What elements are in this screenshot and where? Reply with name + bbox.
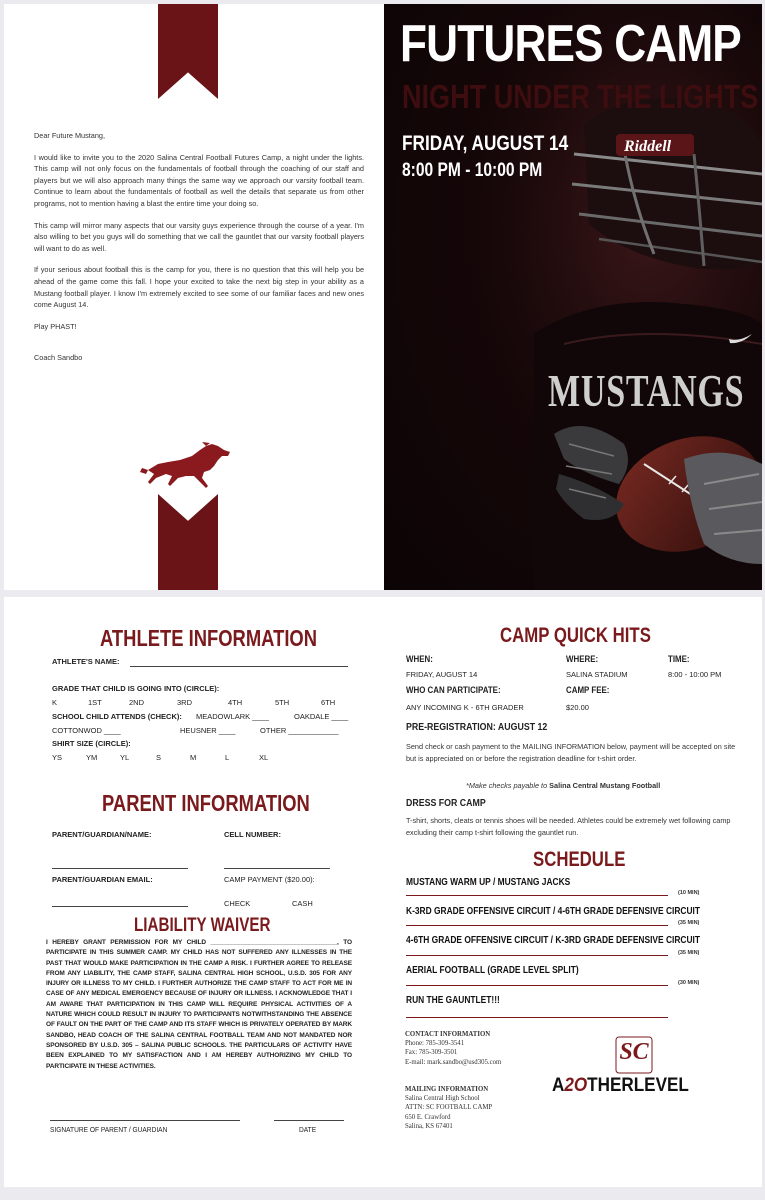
schedule-divider: [406, 925, 668, 926]
letter-paragraph-2: This camp will mirror many aspects that our varsity guys experience through the course of a year. I'm also willing to bet you guys will do something that we call the gauntlet that our varsity football players will want to do as well.: [34, 220, 364, 253]
ribbon-bottom-decoration: [158, 494, 218, 590]
who-label: WHO CAN PARTICIPATE:: [406, 685, 501, 695]
schedule-duration-circuit-1: (35 MIN): [678, 920, 700, 926]
schedule-divider: [406, 895, 668, 896]
who-value: ANY INCOMING K - 6TH GRADER: [406, 703, 524, 712]
schedule-heading: SCHEDULE: [533, 848, 626, 871]
schedule-divider: [406, 955, 668, 956]
grade-6th[interactable]: 6TH: [321, 698, 336, 707]
camp-payment-label: CAMP PAYMENT ($20.00):: [224, 875, 315, 884]
sc-monogram-text: SC: [619, 1039, 649, 1065]
grade-label: GRADE THAT CHILD IS GOING INTO (CIRCLE):: [52, 684, 220, 693]
where-value: SALINA STADIUM: [566, 670, 628, 679]
grade-1st[interactable]: 1ST: [88, 698, 102, 707]
when-value: FRIDAY, AUGUST 14: [406, 670, 478, 679]
time-value: 8:00 - 10:00 PM: [668, 670, 722, 679]
registration-form-page: [4, 597, 762, 1187]
athlete-name-field[interactable]: [130, 666, 348, 667]
when-label: WHEN:: [406, 654, 433, 664]
size-yl[interactable]: YL: [120, 753, 130, 762]
signature-label: SIGNATURE OF PARENT / GUARDIAN: [50, 1125, 168, 1134]
parent-info-heading: PARENT INFORMATION: [102, 790, 310, 816]
liability-waiver-heading: LIABILITY WAIVER: [134, 915, 271, 936]
dress-heading: DRESS FOR CAMP: [406, 798, 486, 809]
size-ys[interactable]: YS: [52, 753, 63, 762]
mailing-info: [405, 1085, 492, 1131]
school-meadowlark[interactable]: MEADOWLARK ____: [196, 712, 269, 721]
ribbon-top-decoration: [158, 4, 218, 99]
contact-phone: Phone: 785-309-3541: [405, 1040, 465, 1048]
school-other[interactable]: OTHER ____________: [260, 726, 339, 735]
schedule-divider: [406, 985, 668, 986]
payment-check-option[interactable]: CHECK: [224, 899, 251, 908]
schedule-item-circuit-2: 4-6TH GRADE OFFENSIVE CIRCUIT / K-3RD GRADE DEFENSIVE CIRCUIT: [406, 935, 701, 946]
mailing-line-2: ATTN: SC FOOTBALL CAMP: [405, 1104, 493, 1112]
shirt-size-label: SHIRT SIZE (CIRCLE):: [52, 739, 131, 748]
liability-waiver-text: I HEREBY GRANT PERMISSION FOR MY CHILD ____________________________________, TO PARTICIPATE IN THIS SUMMER CAMP. MY CHILD HAS NOT SUFFERED ANY ILLNESSES IN THE PAST THAT WOULD MAKE PARTICIPATION IN THE CAMP A RISK. I FURTHER AGREE TO RELEASE FROM ANY LIABILITY, THE CAMP STAFF, SALINA CENTRAL HIGH SCHOOL, U.S.D. 305 FOR ANY INJURY OR ILLNESS TO MY CHILD. I FURTHER AUTHORIZE THE CAMP STAFF TO ACT FOR ME IN CASE OF ANY MEDICAL EMERGENCY BECAUSE OF INJURY OR ILLNESS. I ACKNOWLEDGE THAT I AM AWARE THAT PARTICIPATION IN THIS CAMP WILL REQUIRE PHYSICAL ACTIVITIES OF A NATURE WHICH COULD RESULT IN INJURY TO PARTICIPANTS NOTWITHSTANDING THE ABSENCE OF FAULT ON THE PART OF THE CAMP AND ITS STAFF WHICH IS PRIVATELY OPERATED BY MARK SANDBO, HEAD COACH OF THE SALINA CENTRAL FOOTBALL TEAM AND NOT MANDATED NOR SPONSORED BY U.S.D. 305 – SALINA PUBLIC SCHOOLS. THE PARTICULARS OF ACTIVITY HAVE BEEN EXPLAINED TO MY SATISFACTION AND I AM HEREBY AUTHORIZING MY CHILD TO PARTICIPATE IN THESE ACTIVITIES.: [46, 939, 352, 1070]
preregistration-text: Send check or cash payment to the MAILING INFORMATION below, payment will be accepted on site but is appreciated on or before the registration deadline for t-shirt order.: [406, 742, 736, 763]
grade-k[interactable]: K: [52, 698, 58, 707]
school-cottonwood[interactable]: COTTONWOD ____: [52, 726, 121, 735]
letter-signature: Coach Sandbo: [34, 353, 83, 363]
contact-heading: CONTACT INFORMATION: [405, 1031, 491, 1038]
poster-subtitle: NIGHT UNDER THE LIGHTS: [402, 78, 759, 115]
schedule-duration-aerial: (30 MIN): [678, 980, 700, 986]
letter-paragraph-3: If your serious about football this is the camp for you, there is no question that this will help you be ahead of the game come this fall. I hope your excited to take the next big step in your ability as a Mustang football player. I know I'm extremely excited to see some of our familiar faces and new ones come August 14.: [34, 265, 364, 310]
poster-time: 8:00 PM - 10:00 PM: [402, 160, 543, 181]
schedule-duration-warmup: (10 MIN): [678, 890, 700, 896]
athlete-name-label: ATHLETE'S NAME:: [52, 657, 120, 666]
parent-name-field[interactable]: [52, 868, 188, 869]
sc-monogram-logo: [614, 1035, 654, 1075]
letter-closing: Play PHAST!: [34, 321, 77, 331]
quick-hits-heading: CAMP QUICK HITS: [500, 624, 651, 647]
mailing-heading: MAILING INFORMATION: [405, 1086, 489, 1093]
checks-note-text: *Make checks payable to: [466, 781, 548, 790]
jersey-mustangs-text: MUSTANGS: [548, 365, 745, 416]
schedule-item-aerial: AERIAL FOOTBALL (GRADE LEVEL SPLIT): [406, 965, 579, 976]
mustang-horse-icon: [140, 440, 236, 492]
school-oakdale[interactable]: OAKDALE ____: [294, 712, 349, 721]
schedule-divider: [406, 1017, 668, 1018]
time-label: TIME:: [668, 654, 690, 664]
size-xl[interactable]: XL: [259, 753, 269, 762]
poster-title: FUTURES CAMP: [400, 15, 741, 73]
parent-signature-field[interactable]: [50, 1120, 240, 1121]
size-ym[interactable]: YM: [86, 753, 98, 762]
dress-text: T-shirt, shorts, cleats or tennis shoes will be needed. Athletes could be extremely wet following camp excluding their camp t-shirt following the gauntlet run.: [406, 816, 731, 837]
contact-info: [405, 1030, 501, 1067]
size-l[interactable]: L: [225, 753, 230, 762]
parent-email-field[interactable]: [52, 906, 188, 907]
school-heusner[interactable]: HEUSNER ____: [180, 726, 236, 735]
invitation-letter: [34, 130, 364, 374]
futures-camp-poster: [384, 4, 762, 590]
cell-number-field[interactable]: [224, 868, 330, 869]
payment-cash-option[interactable]: CASH: [292, 899, 313, 908]
where-label: WHERE:: [566, 654, 599, 664]
parent-name-label: PARENT/GUARDIAN/NAME:: [52, 830, 152, 839]
preregistration-heading: PRE-REGISTRATION: AUGUST 12: [406, 722, 548, 733]
contact-email: E-mail: mark.sandbo@usd305.com: [405, 1058, 502, 1066]
mailing-line-3: 650 E. Crawford: [405, 1113, 451, 1121]
athlete-info-heading: ATHLETE INFORMATION: [100, 625, 318, 651]
slogan-a: A: [552, 1075, 565, 1096]
grade-2nd[interactable]: 2ND: [129, 698, 145, 707]
riddell-logo: Riddell: [624, 138, 672, 155]
size-s[interactable]: S: [156, 753, 162, 762]
slogan-2o: 2O: [564, 1075, 588, 1096]
size-m[interactable]: M: [190, 753, 197, 762]
cell-number-label: CELL NUMBER:: [224, 830, 281, 839]
schedule-item-gauntlet: RUN THE GAUNTLET!!!: [406, 995, 500, 1006]
contact-fax: Fax: 785-309-3501: [405, 1049, 458, 1057]
schedule-item-circuit-1: K-3RD GRADE OFFENSIVE CIRCUIT / 4-6TH GRADE DEFENSIVE CIRCUIT: [406, 906, 701, 917]
grade-4th[interactable]: 4TH: [228, 698, 243, 707]
mailing-line-4: Salina, KS 67401: [405, 1122, 453, 1130]
date-label: DATE: [299, 1125, 317, 1134]
schedule-duration-circuit-2: (35 MIN): [678, 950, 700, 956]
grade-5th[interactable]: 5TH: [275, 698, 290, 707]
mailing-line-1: Salina Central High School: [405, 1095, 480, 1103]
signature-date-field[interactable]: [274, 1120, 344, 1121]
parent-email-label: PARENT/GUARDIAN EMAIL:: [52, 875, 153, 884]
grade-3rd[interactable]: 3RD: [177, 698, 193, 707]
checks-note: [466, 780, 660, 792]
schedule-item-warmup: MUSTANG WARM UP / MUSTANG JACKS: [406, 877, 571, 888]
letter-and-poster-page: [4, 4, 762, 590]
letter-paragraph-1: I would like to invite you to the 2020 Salina Central Football Futures Camp, a night under the lights. This camp will not only focus on the fundamentals of football through the coaching of our staff and players but we will also approach many things the same way we approach our varsity football team. Continue to learn about the fundamentals of football as well the details that separate us from other programs, not to mention having a blast the entire time your doing so.: [34, 152, 364, 208]
brand-slogan: [552, 1075, 689, 1097]
school-label: SCHOOL CHILD ATTENDS (CHECK):: [52, 712, 182, 721]
fee-label: CAMP FEE:: [566, 685, 610, 695]
fee-value: $20.00: [566, 703, 589, 712]
checks-payee: Salina Central Mustang Football: [549, 781, 661, 790]
poster-date: FRIDAY, AUGUST 14: [402, 132, 569, 155]
letter-greeting: Dear Future Mustang,: [34, 131, 105, 140]
slogan-rest: THERLEVEL: [587, 1075, 689, 1096]
